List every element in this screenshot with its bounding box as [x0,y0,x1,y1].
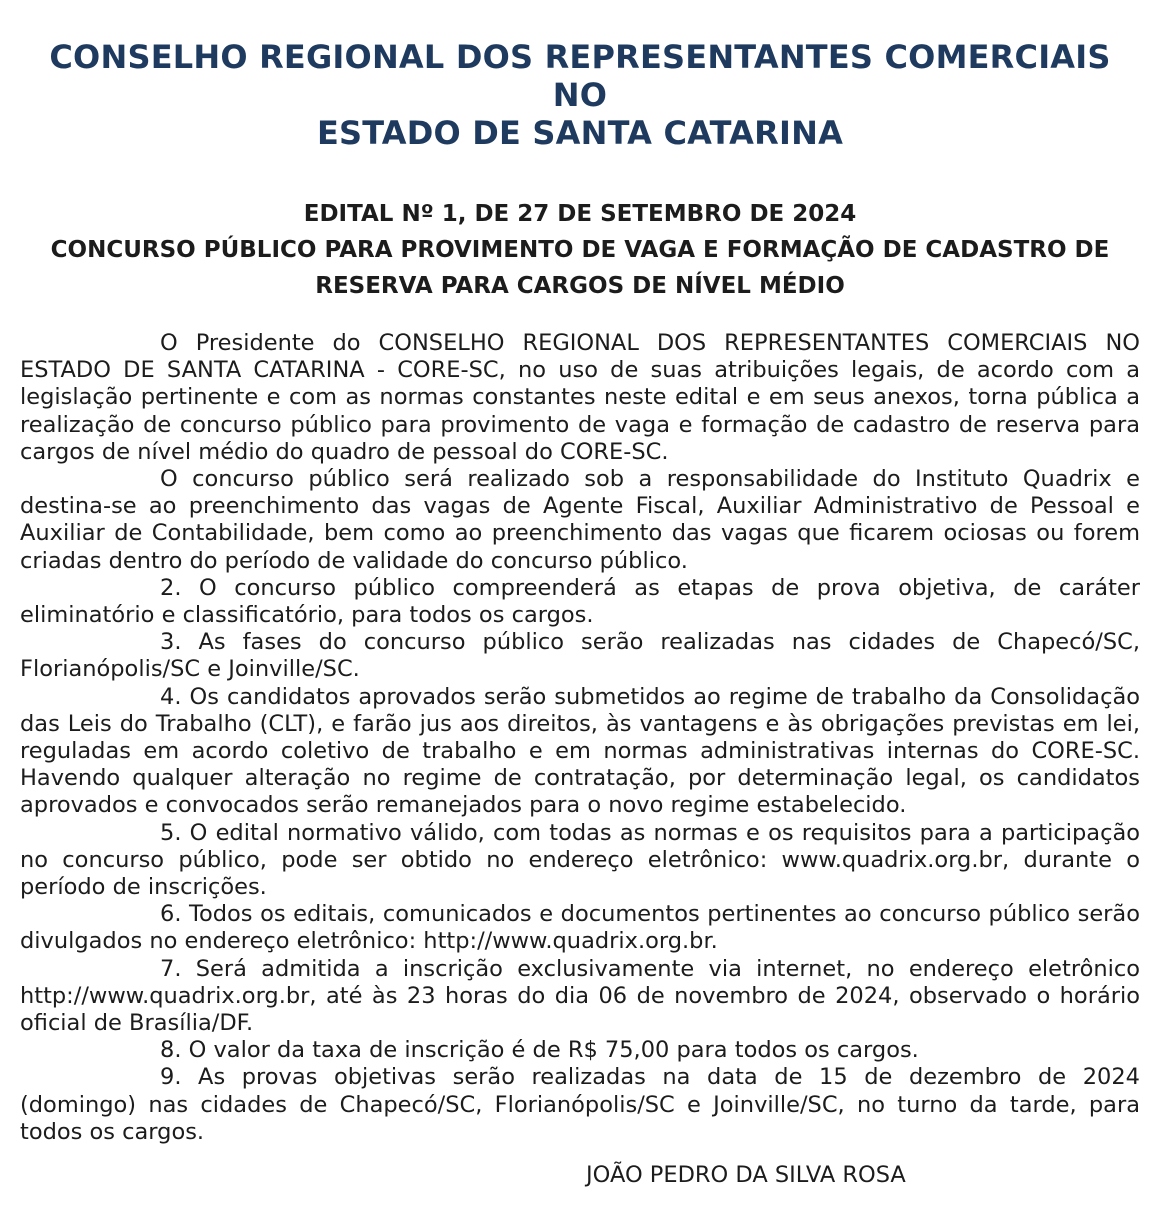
paragraph-8: 8. O valor da taxa de inscrição é de R$ 75,00 para todos os cargos. [160,1037,919,1064]
paragraph-2: 2. O concurso público compreenderá as etapas de prova objetiva, de caráter eliminatório e classificatório, para todos os cargos. [20,574,1140,629]
signatory-name: JOÃO PEDRO DA SILVA ROSA [586,1162,906,1188]
paragraph-7: 7. Será admitida a inscrição exclusivamente via internet, no endereço eletrônico http://www.quadrix.org.br, até às 23 horas do dia 06 de novembro de 2024, observado o horário oficial de Brasília/DF. [20,955,1140,1037]
edital-subject-line-2: RESERVA PARA CARGOS DE NÍVEL MÉDIO [315,273,845,299]
paragraph-4: 4. Os candidatos aprovados serão submetidos ao regime de trabalho da Consolidação das Leis do Trabalho (CLT), e farão jus aos direitos, às vantagens e às obrigações previstas em lei, reguladas em acordo coletivo de trabalho e em normas administrativas internas do CORE-SC. Havendo qualquer alteração no regime de contratação, por determinação legal, os candidatos aprovados e convocados serão remanejados para o novo regime estabelecido. [20,683,1140,819]
organization-title [20,38,1140,152]
paragraph-1: O concurso público será realizado sob a responsabilidade do Instituto Quadrix e destina-se ao preenchimento das vagas de Agente Fiscal, Auxiliar Administrativo de Pessoal e Auxiliar de Contabilidade, bem como ao preenchimento das vagas que ficarem ociosas ou forem criadas dentro do período de validade do concurso público. [20,466,1140,574]
document-page [20,0,1140,1146]
organization-title-line-1: CONSELHO REGIONAL DOS REPRESENTANTES COMERCIAIS NO [49,38,1111,114]
edital-subject-line-1: CONCURSO PÚBLICO PARA PROVIMENTO DE VAGA E FORMAÇÃO DE CADASTRO DE [50,237,1110,263]
paragraph-3: 3. As fases do concurso público serão realizadas nas cidades de Chapecó/SC, Florianópolis/SC e Joinville/SC. [20,629,1140,683]
paragraph-preamble: O Presidente do CONSELHO REGIONAL DOS REPRESENTANTES COMERCIAIS NO ESTADO DE SANTA CATARINA - CORE-SC, no uso de suas atribuições legais, de acordo com a legislação pertinente e com as normas constantes neste edital e em seus anexos, torna pública a realização de concurso público para provimento de vaga e formação de cadastro de reserva para cargos de nível médio do quadro de pessoal do CORE-SC. [20,330,1140,465]
paragraph-9: 9. As provas objetivas serão realizadas na data de 15 de dezembro de 2024 (domingo) nas cidades de Chapecó/SC, Florianópolis/SC e Joinville/SC, no turno da tarde, para todos os cargos. [20,1064,1140,1145]
paragraph-6: 6. Todos os editais, comunicados e documentos pertinentes ao concurso público serão divulgados no endereço eletrônico: http://www.quadrix.org.br. [20,901,1140,955]
edital-body [20,330,1140,1146]
edital-heading [20,196,1140,304]
organization-title-line-2: ESTADO DE SANTA CATARINA [316,114,844,152]
edital-number: EDITAL Nº 1, DE 27 DE SETEMBRO DE 2024 [303,201,857,227]
paragraph-5: 5. O edital normativo válido, com todas as normas e os requisitos para a participação no concurso público, pode ser obtido no endereço eletrônico: www.quadrix.org.br, durante o período de inscrições. [20,819,1140,901]
